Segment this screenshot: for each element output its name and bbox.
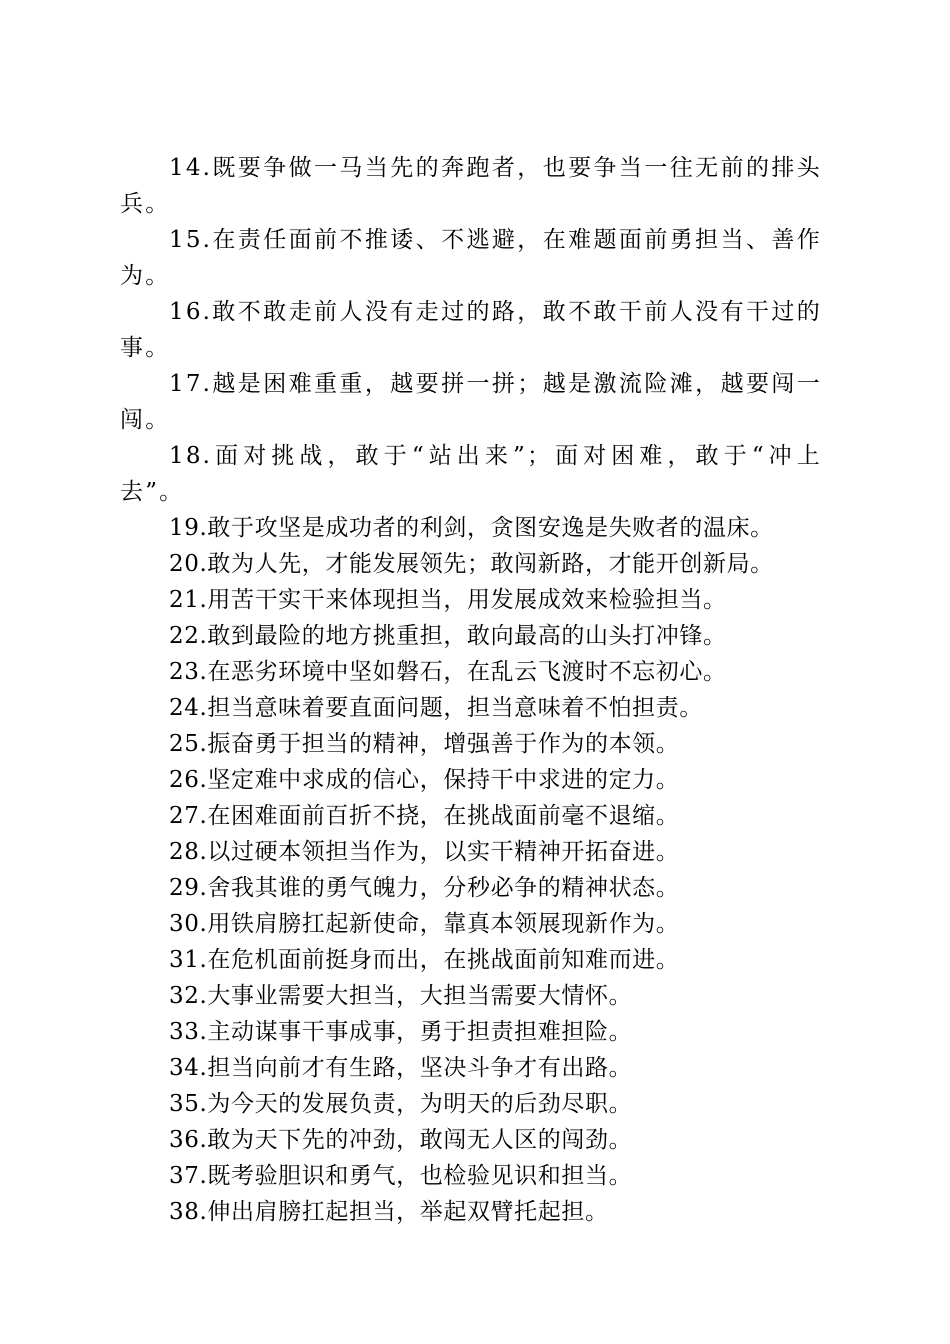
- list-item-21: 21.用苦干实干来体现担当，用发展成效来检验担当。: [169, 587, 727, 613]
- list-item-19: 19.敢于攻坚是成功者的利剑，贪图安逸是失败者的温床。: [169, 515, 774, 541]
- list-item-22: 22.敢到最险的地方挑重担，敢向最高的山头打冲锋。: [169, 623, 727, 649]
- list-item-30: 30.用铁肩膀扛起新使命，靠真本领展现新作为。: [169, 911, 680, 937]
- list-item-32: 32.大事业需要大担当，大担当需要大情怀。: [169, 983, 633, 1009]
- list-item-23: 23.在恶劣环境中坚如磐石，在乱云飞渡时不忘初心。: [169, 659, 727, 685]
- list-item-31: 31.在危机面前挺身而出，在挑战面前知难而进。: [169, 947, 680, 973]
- list-item-33: 33.主动谋事干事成事，勇于担责担难担险。: [169, 1019, 633, 1045]
- list-item-18: 18.面对挑战，敢于“站出来”；面对困难，敢于“冲上去”。: [120, 443, 822, 505]
- list-item-26: 26.坚定难中求成的信心，保持干中求进的定力。: [169, 767, 680, 793]
- list-item-14: 14.既要争做一马当先的奔跑者，也要争当一往无前的排头兵。: [120, 155, 822, 217]
- list-item-27: 27.在困难面前百折不挠，在挑战面前毫不退缩。: [169, 803, 680, 829]
- list-item-16: 16.敢不敢走前人没有走过的路，敢不敢干前人没有干过的事。: [120, 299, 822, 361]
- list-item-36: 36.敢为天下先的冲劲，敢闯无人区的闯劲。: [169, 1127, 633, 1153]
- list-item-34: 34.担当向前才有生路，坚决斗争才有出路。: [169, 1055, 633, 1081]
- list-item-15: 15.在责任面前不推诿、不逃避，在难题面前勇担当、善作为。: [120, 227, 822, 289]
- list-item-37: 37.既考验胆识和勇气，也检验见识和担当。: [169, 1163, 633, 1189]
- list-item-17: 17.越是困难重重，越要拼一拼；越是激流险滩，越要闯一闯。: [120, 371, 822, 433]
- document-body: [120, 150, 822, 1230]
- list-item-29: 29.舍我其谁的勇气魄力，分秒必争的精神状态。: [169, 875, 680, 901]
- list-item-25: 25.振奋勇于担当的精神，增强善于作为的本领。: [169, 731, 680, 757]
- list-item-24: 24.担当意味着要直面问题，担当意味着不怕担责。: [169, 695, 703, 721]
- list-item-20: 20.敢为人先，才能发展领先；敢闯新路，才能开创新局。: [169, 551, 774, 577]
- list-item-28: 28.以过硬本领担当作为，以实干精神开拓奋进。: [169, 839, 680, 865]
- list-item-35: 35.为今天的发展负责，为明天的后劲尽职。: [169, 1091, 633, 1117]
- list-item-38: 38.伸出肩膀扛起担当，举起双臂托起担。: [169, 1199, 609, 1225]
